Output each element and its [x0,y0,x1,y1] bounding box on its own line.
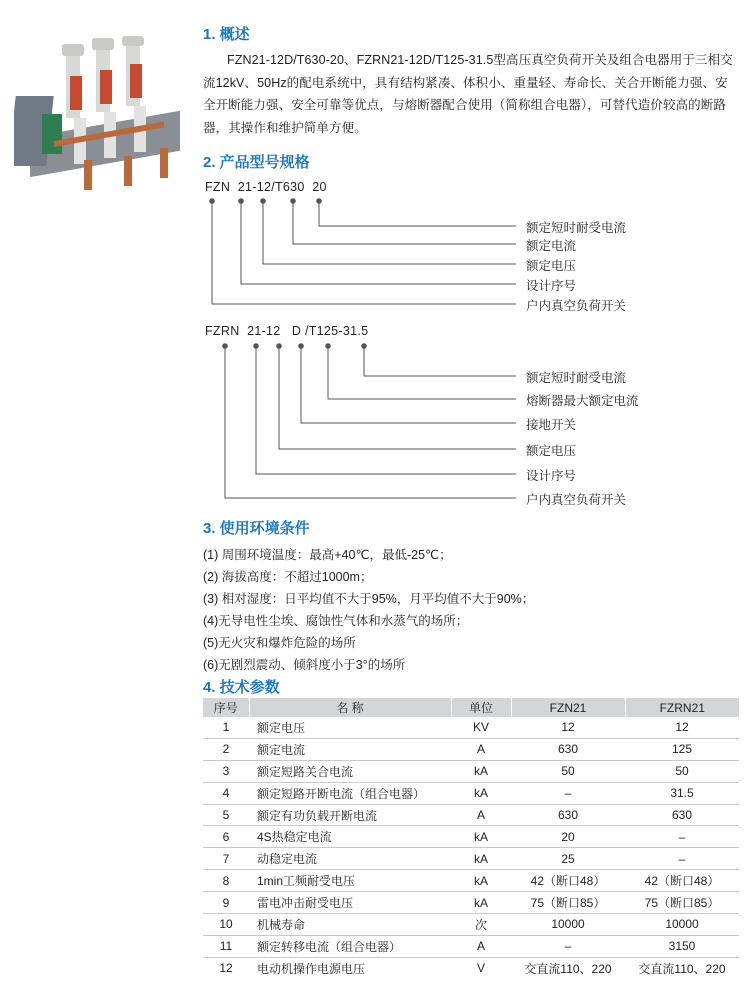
overview-paragraph: FZN21-12D/T630-20、FZRN21-12D/T125-31.5型高压真空负荷开关及组合电器用于三相交流12kV、50Hz的配电系统中，具有结构紧凑、体积小、重量轻、寿命长、关合开断能力强、安全开断能力强、安全可靠等优点，与熔断器配合使用（简称组合电器），可替代造价较高的断路器，其操作和维护简单方便。 [203,53,733,135]
section-3-title: 3. 使用环境条件 [203,520,310,537]
cell-fzrn21: 125 [625,738,739,760]
header-fzrn21: FZRN21 [625,698,739,717]
cell-no: 11 [203,935,249,957]
cell-no: 7 [203,848,249,870]
condition-item: (4)无导电性尘埃、腐蚀性气体和水蒸气的场所； [203,614,469,628]
model1-label-rated-current: 额定电流 [526,239,577,253]
cell-unit: A [451,738,511,760]
cell-fzn21: 交直流110、220 [524,961,612,976]
cell-fzrn21: 75（断口85） [625,892,739,914]
model2-label-earthing: 接地开关 [526,418,577,432]
cell-fzrn21: 交直流110、220 [638,961,726,976]
table-row [203,717,739,738]
cell-unit: 次 [451,914,511,936]
header-fzn21: FZN21 [511,698,625,717]
condition-item: (6)无剧烈震动、倾斜度小于3°的场所 [203,658,406,672]
table-row [203,760,739,782]
cell-unit: A [451,935,511,957]
cell-unit: kA [451,760,511,782]
cell-no: 3 [203,760,249,782]
cell-fzn21: – [511,782,625,804]
cell-unit: A [451,804,511,826]
condition-item: (5)无火灾和爆炸危险的场所 [203,636,356,650]
cell-fzrn21: – [625,848,739,870]
cell-name: 动稳定电流 [249,848,451,870]
cell-name: 雷电冲击耐受电压 [249,892,451,914]
header-name: 名 称 [249,698,451,717]
cell-no: 12 [219,961,233,976]
cell-fzrn21: 50 [625,760,739,782]
section-1-title: 1. 概述 [203,26,250,43]
table-row [203,738,739,760]
table-row [203,957,739,978]
cell-fzn21: 50 [511,760,625,782]
cell-no: 4 [203,782,249,804]
table-row [203,870,739,892]
model1-label-rated-voltage: 额定电压 [526,259,577,273]
table-row [203,935,739,957]
condition-item: (3) 相对湿度：日平均值不大于95%，月平均值不大于90%； [203,592,535,606]
model1-label-type: 户内真空负荷开关 [526,299,627,313]
cell-fzn21: 75（断口85） [511,892,625,914]
section-2-title: 2. 产品型号规格 [203,154,310,171]
cell-fzn21: 20 [511,826,625,848]
cell-name: 额定转移电流（组合电器） [249,935,451,957]
table-row [203,892,739,914]
condition-item: (2) 海拔高度：不超过1000m； [203,570,373,584]
model-code-fzn: FZN 21-12/T630 20 [205,180,327,194]
cell-fzrn21: – [625,826,739,848]
table-row [203,782,739,804]
cell-name: 额定有功负载开断电流 [249,804,451,826]
product-photo [14,36,190,196]
cell-unit: V [476,961,485,976]
cell-fzrn21: 42（断口48） [625,870,739,892]
cell-no: 2 [203,738,249,760]
cell-name: 电动机操作电源电压 [257,961,366,976]
cell-name: 额定电流 [249,738,451,760]
cell-name: 机械寿命 [249,914,451,936]
cell-no: 8 [203,870,249,892]
model-code-fzrn: FZRN 21-12 D /T125-31.5 [205,324,369,338]
table-row [203,826,739,848]
model2-label-fuse-current: 熔断器最大额定电流 [526,394,639,408]
condition-item: (1) 周围环境温度：最高+40℃，最低-25℃； [203,548,452,562]
header-no: 序号 [203,698,249,717]
cell-unit: KV [451,717,511,738]
cell-fzn21: – [511,935,625,957]
table-header-row [203,698,739,717]
cell-name: 额定短路开断电流（组合电器） [249,782,451,804]
cell-fzrn21: 630 [625,804,739,826]
cell-unit: kA [451,826,511,848]
model2-label-design-no: 设计序号 [526,469,577,483]
cell-fzn21: 12 [511,717,625,738]
cell-no: 1 [203,717,249,738]
model2-label-short-time: 额定短时耐受电流 [526,371,627,385]
cell-fzn21: 25 [511,848,625,870]
model1-label-design-no: 设计序号 [526,279,577,293]
model2-label-type: 户内真空负荷开关 [526,493,627,507]
header-unit: 单位 [451,698,511,717]
cell-fzrn21: 10000 [625,914,739,936]
cell-fzn21: 10000 [511,914,625,936]
model2-label-rated-voltage: 额定电压 [526,444,577,458]
cell-unit: kA [451,892,511,914]
section-4-title: 4. 技术参数 [203,679,280,696]
table-row [203,914,739,936]
cell-unit: kA [451,782,511,804]
cell-fzn21: 630 [511,738,625,760]
cell-no: 10 [203,914,249,936]
cell-unit: kA [451,848,511,870]
cell-fzrn21: 31.5 [625,782,739,804]
table-row [203,804,739,826]
cell-name: 额定短路关合电流 [249,760,451,782]
cell-fzn21: 42（断口48） [511,870,625,892]
cell-fzrn21: 3150 [625,935,739,957]
cell-name: 额定电压 [249,717,451,738]
cell-fzn21: 630 [511,804,625,826]
cell-name: 1min工频耐受电压 [249,870,451,892]
cell-no: 5 [203,804,249,826]
table-row [203,848,739,870]
cell-unit: kA [451,870,511,892]
cell-no: 6 [203,826,249,848]
cell-no: 9 [203,892,249,914]
cell-name: 4S热稳定电流 [249,826,451,848]
model1-label-short-time: 额定短时耐受电流 [526,221,627,235]
technical-parameters-table [203,698,739,979]
cell-fzrn21: 12 [625,717,739,738]
